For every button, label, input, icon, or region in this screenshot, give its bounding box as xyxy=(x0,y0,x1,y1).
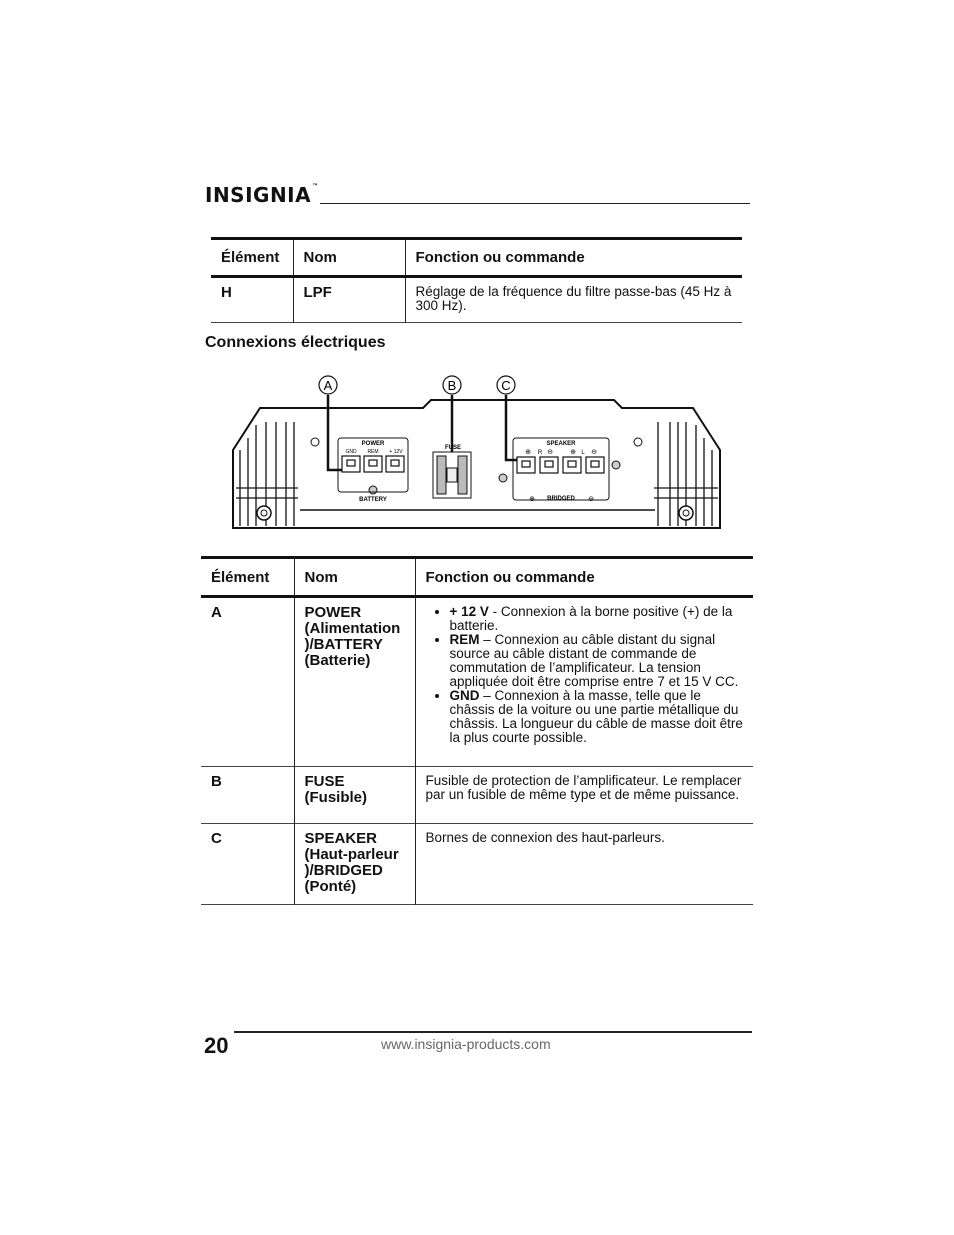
bullet-term: + 12 V xyxy=(449,604,489,619)
bullet-text: – Connexion à la masse, telle que le châssis de la voiture ou une partie métallique du châssis. La longueur du câble de masse doit être la plus courte possible. xyxy=(449,688,743,745)
column-header-name: Nom xyxy=(293,239,405,277)
list-item xyxy=(450,605,744,633)
l-label: L xyxy=(581,450,585,456)
row-description: Bornes de connexion des haut-parleurs. xyxy=(415,824,753,905)
column-header-element: Élément xyxy=(211,568,270,586)
svg-text:⊕: ⊕ xyxy=(570,449,576,456)
callout-b: B xyxy=(447,378,457,393)
row-name: POWER (Alimentation )/BATTERY (Batterie) xyxy=(294,597,415,767)
power-label: POWER xyxy=(361,441,385,447)
row-description: Fusible de protection de l’amplificateur. Le remplacer par un fusible de même type et de même puissance. xyxy=(415,767,753,824)
table-row xyxy=(201,824,753,905)
table-row xyxy=(211,277,742,323)
callout-a: A xyxy=(323,378,333,393)
page-number: 20 xyxy=(204,1033,229,1058)
logo-trademark: ™ xyxy=(312,183,319,190)
svg-text:⊖: ⊖ xyxy=(588,496,594,503)
row-code: A xyxy=(211,604,222,621)
power-bullet-list xyxy=(426,605,744,745)
fuse-label: FUSE xyxy=(444,445,462,451)
bullet-text: – Connexion au câble distant du signal source au câble distant de commande de commutation de l’amplificateur. La tension appliquée doit être comprise entre 7 et 15 V CC. xyxy=(449,632,739,689)
bullet-term: REM xyxy=(449,632,480,647)
list-item xyxy=(450,633,744,689)
connections-table xyxy=(201,556,753,905)
callout-c: C xyxy=(501,378,511,393)
row-code: C xyxy=(211,830,222,847)
table-header-row xyxy=(201,558,753,597)
row-code: H xyxy=(221,284,232,301)
rem-label: REM xyxy=(367,449,379,455)
lpf-table xyxy=(211,237,742,323)
amplifier-diagram xyxy=(230,370,724,535)
logo-text: INSIGNIA xyxy=(205,183,312,207)
column-header-name: Nom xyxy=(294,558,415,597)
list-item xyxy=(450,689,744,745)
footer-rule xyxy=(234,1031,752,1033)
row-name: FUSE (Fusible) xyxy=(294,767,415,824)
footer-url: www.insignia-products.com xyxy=(381,1036,551,1052)
table-row xyxy=(201,597,753,767)
section-title: Connexions électriques xyxy=(205,334,386,351)
svg-text:⊕: ⊕ xyxy=(529,496,535,503)
bullet-text: - Connexion à la borne positive (+) de la batterie. xyxy=(449,604,733,633)
gnd-label: GND xyxy=(345,449,357,455)
plus12-label: + 12V xyxy=(389,449,403,455)
battery-label: BATTERY xyxy=(359,497,387,503)
svg-text:⊖: ⊖ xyxy=(591,449,597,456)
column-header-element: Élément xyxy=(221,249,280,266)
column-header-function: Fonction ou commande xyxy=(415,558,753,597)
row-code: B xyxy=(211,773,222,790)
table-header-row xyxy=(211,239,742,277)
bridged-label: BRIDGED xyxy=(547,496,575,502)
row-name: LPF xyxy=(293,277,405,323)
r-label: R xyxy=(537,450,543,456)
speaker-label: SPEAKER xyxy=(546,441,576,447)
row-name: SPEAKER (Haut-parleur )/BRIDGED (Ponté) xyxy=(294,824,415,905)
svg-text:⊖: ⊖ xyxy=(547,449,553,456)
bullet-term: GND xyxy=(449,688,480,703)
row-description xyxy=(415,597,753,767)
row-description: Réglage de la fréquence du filtre passe-bas (45 Hz à 300 Hz). xyxy=(405,277,742,323)
svg-text:⊕: ⊕ xyxy=(525,449,531,456)
header-rule xyxy=(320,203,750,204)
table-row xyxy=(201,767,753,824)
column-header-function: Fonction ou commande xyxy=(405,239,742,277)
insignia-logo xyxy=(205,183,319,207)
